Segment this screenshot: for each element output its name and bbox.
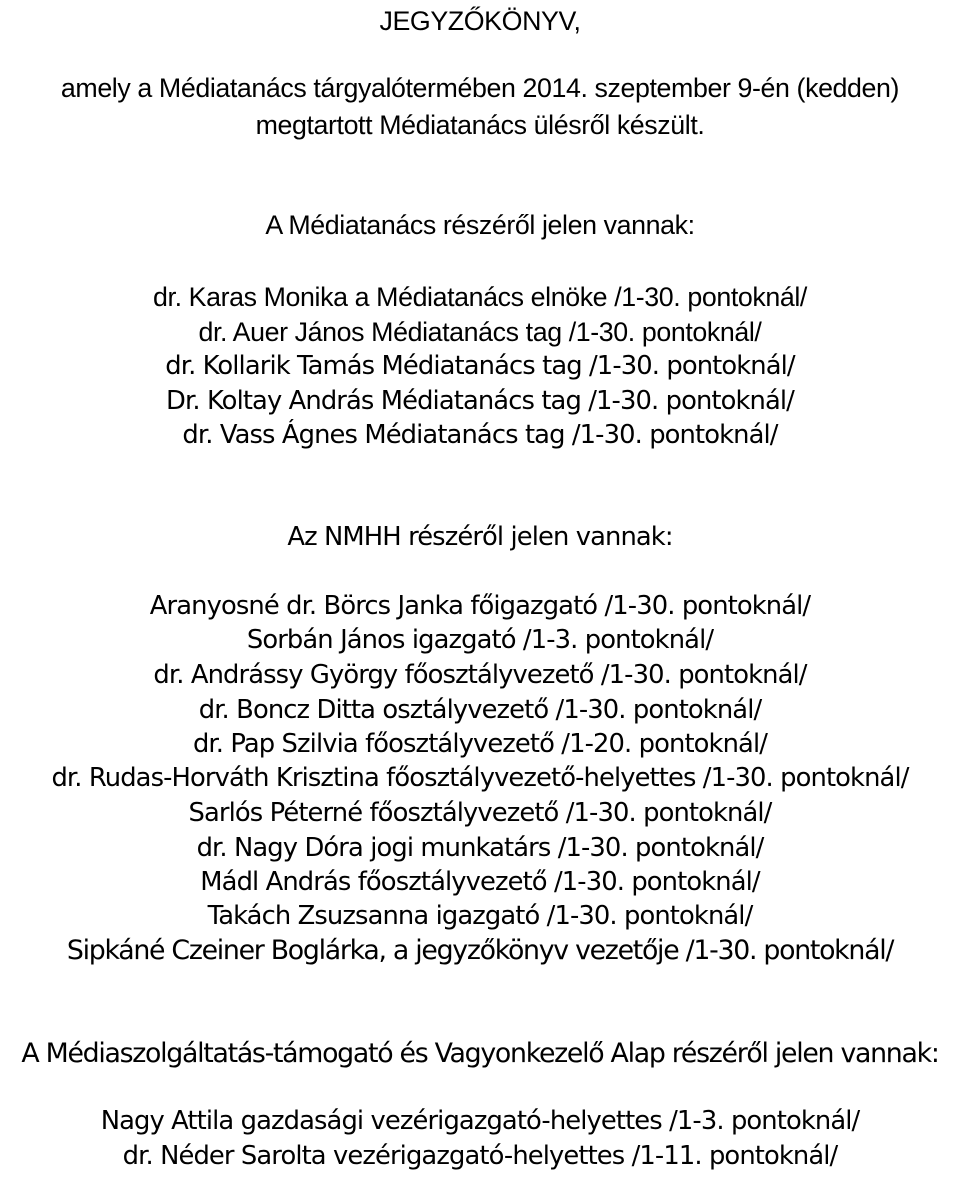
mtva-attendee: Nagy Attila gazdasági vezérigazgató-helyettes /1-3. pontoknál/ <box>100 1106 860 1136</box>
media-council-attendee: dr. Vass Ágnes Médiatanács tag /1-30. pontoknál/ <box>182 420 778 450</box>
nmhh-attendee: Sarlós Péterné főosztályvezető /1-30. pontoknál/ <box>188 798 772 828</box>
intro-line: amely a Médiatanács tárgyalótermében 2014. szeptember 9-én (kedden) <box>60 73 900 103</box>
nmhh-heading: Az NMHH részéről jelen vannak: <box>287 522 673 552</box>
media-council-attendee: dr. Karas Monika a Médiatanács elnöke /1-30. pontoknál/ <box>153 282 807 312</box>
nmhh-attendee: dr. Pap Szilvia főosztályvezető /1-20. pontoknál/ <box>192 729 768 759</box>
nmhh-attendee: dr. Rudas-Horváth Krisztina főosztályvezető-helyettes /1-30. pontoknál/ <box>51 763 909 793</box>
nmhh-attendee: dr. Nagy Dóra jogi munkatárs /1-30. pontoknál/ <box>196 833 764 863</box>
media-council-attendee: dr. Auer János Médiatanács tag /1-30. pontoknál/ <box>198 317 762 347</box>
intro-line: megtartott Médiatanács ülésről készült. <box>255 110 705 140</box>
mtva-heading: A Médiaszolgáltatás-támogató és Vagyonkezelő Alap részéről jelen vannak: <box>21 1038 939 1069</box>
media-council-heading: A Médiatanács részéről jelen vannak: <box>265 210 695 240</box>
nmhh-attendee: Takách Zsuzsanna igazgató /1-30. pontoknál/ <box>207 901 753 931</box>
nmhh-attendee: dr. Boncz Ditta osztályvezető /1-30. pontoknál/ <box>198 695 762 725</box>
media-council-attendee: dr. Kollarik Tamás Médiatanács tag /1-30. pontoknál/ <box>165 351 795 381</box>
nmhh-attendee: Mádl András főosztályvezető /1-30. pontoknál/ <box>200 867 760 897</box>
nmhh-attendee: Sorbán János igazgató /1-3. pontoknál/ <box>246 625 714 655</box>
document-title: JEGYZŐKÖNYV, <box>379 6 581 36</box>
nmhh-attendee: Sipkáné Czeiner Boglárka, a jegyzőkönyv vezetője /1-30. pontoknál/ <box>66 935 894 966</box>
mtva-attendee: dr. Néder Sarolta vezérigazgató-helyettes /1-11. pontoknál/ <box>122 1141 838 1171</box>
nmhh-attendee: Aranyosné dr. Börcs Janka főigazgató /1-30. pontoknál/ <box>149 591 811 621</box>
media-council-attendee: Dr. Koltay András Médiatanács tag /1-30. pontoknál/ <box>166 386 794 416</box>
nmhh-attendee: dr. Andrássy György főosztályvezető /1-30. pontoknál/ <box>153 660 807 690</box>
